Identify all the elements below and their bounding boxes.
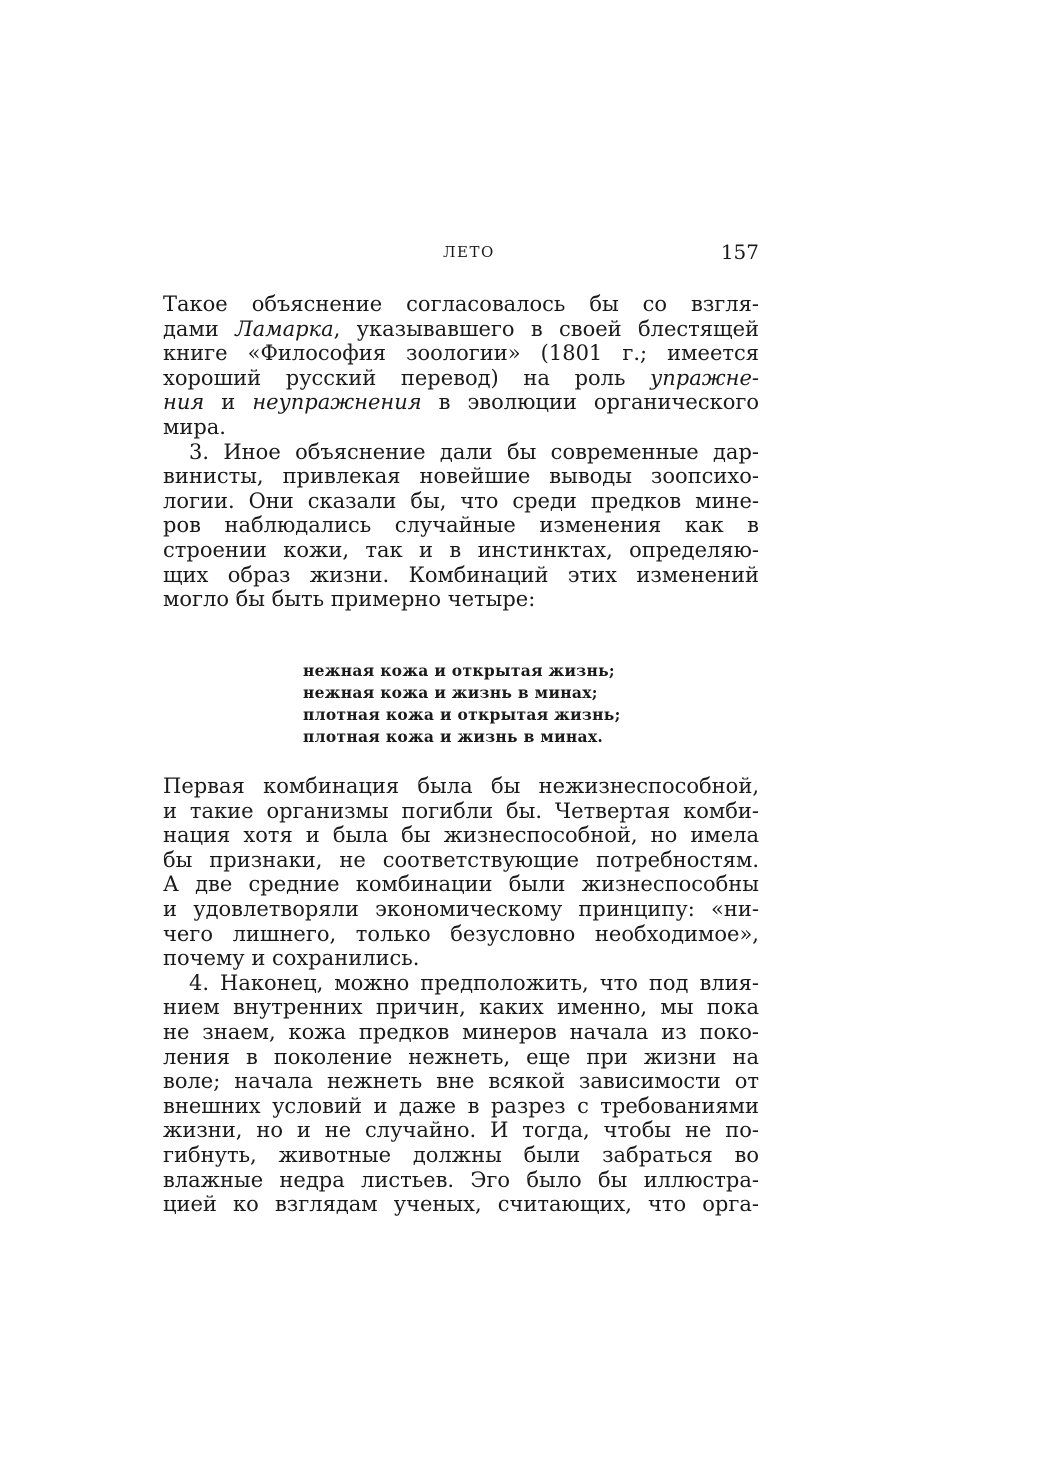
text-line: мира. xyxy=(163,414,226,439)
text-line: внешних условий и даже в разрез с требованиями xyxy=(163,1093,759,1118)
text-line: щих образ жизни. Комбинаций этих изменений xyxy=(163,562,759,587)
text-line: и такие организмы погибли бы. Четвертая комби- xyxy=(163,798,759,823)
text-line: книге «Философия зоологии» (1801 г.; имеется xyxy=(163,341,759,366)
text-line: цией ко взглядам ученых, считающих, что орга- xyxy=(163,1192,759,1217)
text-line: могло бы быть примерно четыре: xyxy=(163,587,536,612)
running-title: ЛЕТО xyxy=(443,243,495,261)
text-line: влажные недра листьев. Эго было бы иллюстра- xyxy=(163,1167,759,1192)
text-line xyxy=(163,366,759,391)
text-line: нием внутренних причин, каких именно, мы пока xyxy=(163,995,759,1020)
italic-text: ния xyxy=(163,390,205,415)
text-line: ров наблюдались случайные изменения как в xyxy=(163,513,759,538)
running-head xyxy=(163,240,759,265)
combination-item: нежная кожа и жизнь в минах; xyxy=(303,683,598,702)
text-line: бы признаки, не соответствующие потребностям. xyxy=(163,847,759,872)
text-line: гибнуть, животные должны были забраться во xyxy=(163,1142,759,1167)
text-line: винисты, привлекая новейшие выводы зоопсихо- xyxy=(163,464,759,489)
text-line: воле; начала нежнеть вне всякой зависимости от xyxy=(163,1069,759,1094)
text-line: жизни, но и не случайно. И тогда, чтобы не по- xyxy=(163,1118,759,1143)
text-span: хороший русский перевод) на роль xyxy=(163,365,651,390)
italic-text: неупражнения xyxy=(252,390,422,415)
text-line: и удовлетворяли экономическому принципу: «ни- xyxy=(163,896,759,921)
text-line: строении кожи, так и в инстинктах, определяю- xyxy=(163,537,759,562)
text-line xyxy=(163,317,759,342)
paragraph-block-1 xyxy=(163,292,759,612)
paragraph-block-2 xyxy=(163,774,759,1217)
text-line: 4. Наконец, можно предположить, что под влия- xyxy=(189,970,759,995)
text-line: не знаем, кожа предков минеров начала из поко- xyxy=(163,1019,759,1044)
text-span: дами xyxy=(163,316,236,341)
combination-item: плотная кожа и жизнь в минах. xyxy=(303,727,604,746)
text-line: А две средние комбинации были жизнеспособны xyxy=(163,872,759,897)
text-span: и xyxy=(204,390,253,415)
text-line: 3. Иное объяснение дали бы современные дар- xyxy=(189,439,759,464)
combination-item: плотная кожа и открытая жизнь; xyxy=(303,705,621,724)
text-line: логии. Они сказали бы, что среди предков мине- xyxy=(163,488,759,513)
italic-text: упражне- xyxy=(650,365,759,390)
italic-text: Ламарка xyxy=(235,316,334,341)
text-line: нация хотя и была бы жизнеспособной, но имела xyxy=(163,823,759,848)
text-line: ления в поколение нежнеть, еще при жизни на xyxy=(163,1044,759,1069)
text-line: Первая комбинация была бы нежизнеспособной, xyxy=(163,774,759,798)
combinations-list xyxy=(303,660,621,748)
page-number: 157 xyxy=(720,240,759,264)
text-line xyxy=(163,390,759,415)
combination-item: нежная кожа и открытая жизнь; xyxy=(303,661,615,680)
text-span: в эволюции органического xyxy=(421,390,759,415)
text-span: , указывавшего в своей блестящей xyxy=(333,316,759,341)
text-line: почему и сохранились. xyxy=(163,946,420,971)
text-line: чего лишнего, только безусловно необходимое», xyxy=(163,921,759,946)
text-line: Такое объяснение согласовалось бы со взгля- xyxy=(163,292,759,316)
